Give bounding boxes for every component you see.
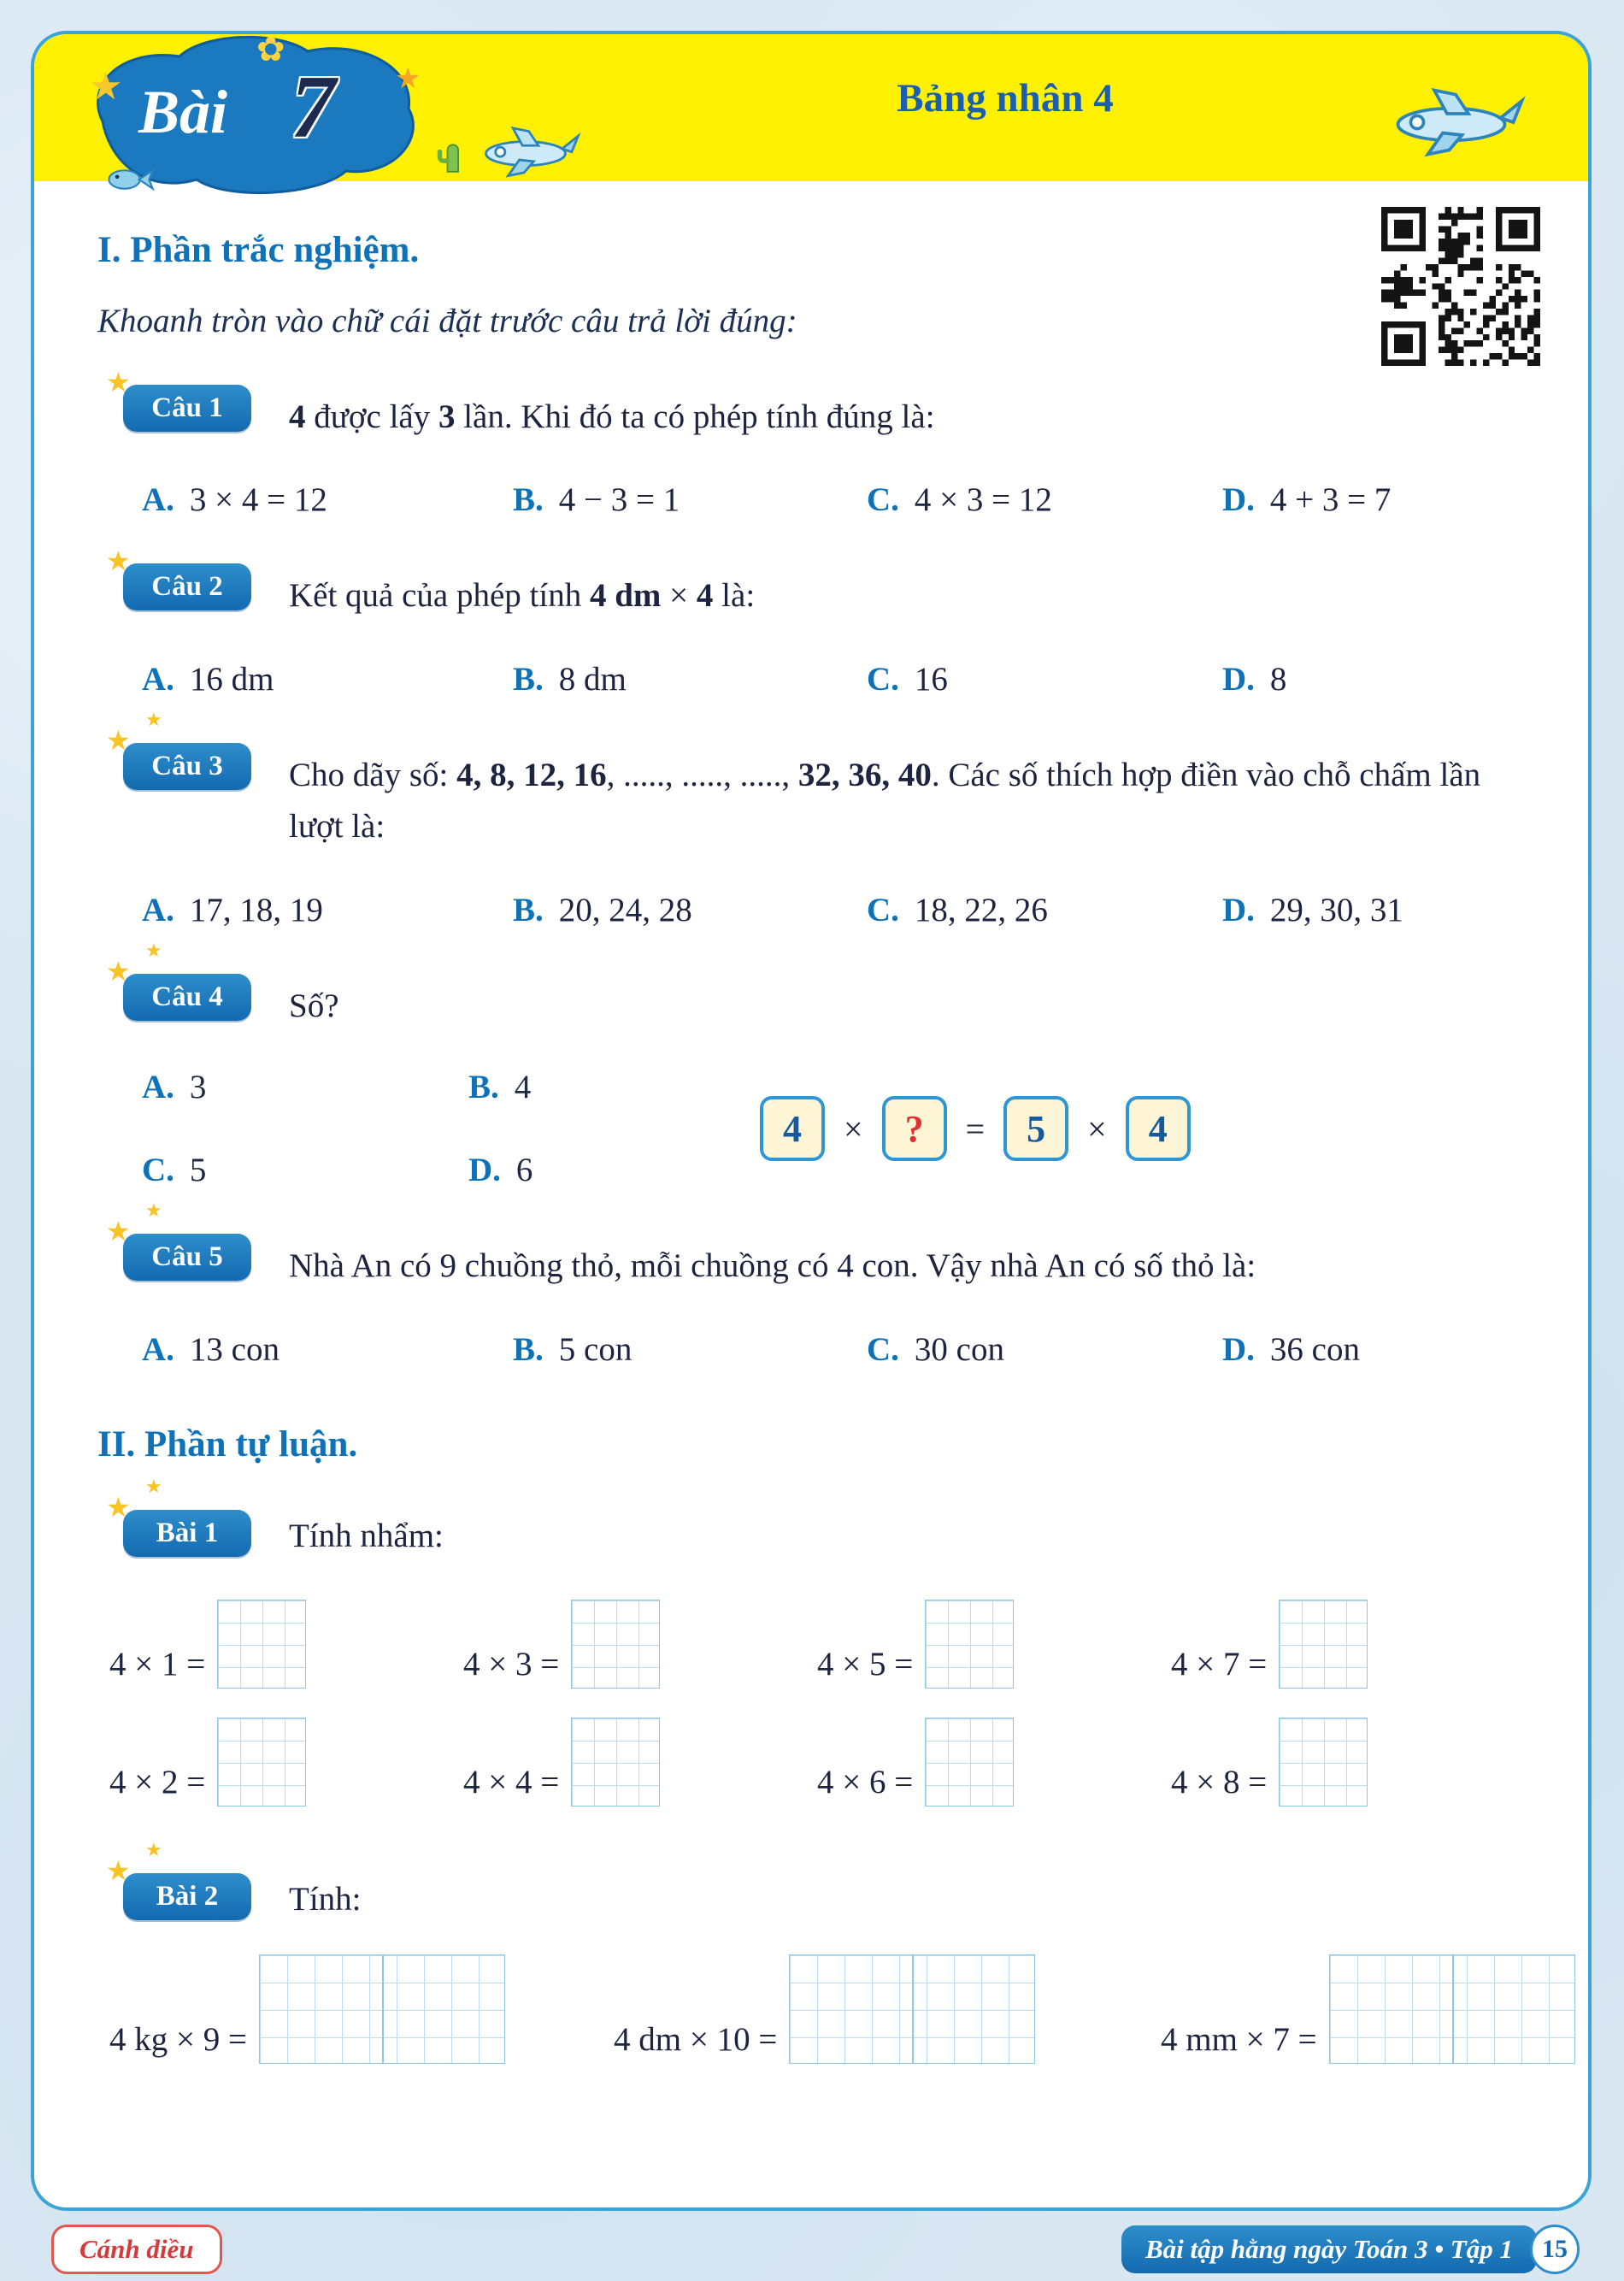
section-1-instruction: Khoanh tròn vào chữ cái đặt trước câu trả lời đúng: xyxy=(97,303,797,339)
question-2-option-d[interactable]: D. 8 xyxy=(1222,660,1287,698)
question-4-option-c[interactable]: C. 5 xyxy=(142,1152,207,1189)
question-4-options xyxy=(97,1068,760,1189)
exercise-1-row-1 xyxy=(97,1600,1525,1689)
question-5-label: Câu 5 xyxy=(151,1241,223,1273)
question-4-option-a[interactable]: A. 3 xyxy=(142,1069,207,1106)
star-icon: ★ xyxy=(106,724,131,756)
equation-box-3: 5 xyxy=(1003,1096,1068,1161)
question-1-option-b[interactable]: B. 4 − 3 = 1 xyxy=(513,481,680,519)
question-2-option-c[interactable]: C. 16 xyxy=(867,660,948,698)
question-2-label: Câu 2 xyxy=(151,571,223,603)
calc-item: 4 mm × 7 = xyxy=(1161,1954,1575,2064)
question-2-option-b[interactable]: B. 8 dm xyxy=(513,660,627,698)
star-icon: ★ xyxy=(145,1475,162,1497)
exercise-2 xyxy=(97,1838,1525,2064)
answer-box[interactable] xyxy=(217,1600,306,1689)
question-5 xyxy=(97,1199,1525,1368)
exercise-2-badge xyxy=(106,1838,251,1920)
star-icon: ★ xyxy=(106,1854,131,1886)
equals-sign: = xyxy=(965,1109,986,1148)
cactus-icon xyxy=(436,135,467,174)
answer-box[interactable] xyxy=(789,1954,1035,2064)
question-1-badge xyxy=(106,367,251,432)
page-title: Bảng nhân 4 xyxy=(897,76,1114,121)
question-4-badge xyxy=(106,939,251,1021)
question-5-text: Nhà An có 9 chuồng thỏ, mỗi chuồng có 4 con. Vậy nhà An có số thỏ là: xyxy=(289,1247,1256,1285)
question-4-option-d[interactable]: D. 6 xyxy=(468,1152,533,1189)
answer-box[interactable] xyxy=(217,1718,306,1807)
question-2-option-a[interactable]: A. 16 dm xyxy=(142,660,274,698)
question-2 xyxy=(97,545,1525,698)
star-icon: ★ xyxy=(106,1216,131,1247)
multiply-sign: × xyxy=(1087,1109,1107,1148)
question-5-option-a[interactable]: A. 13 con xyxy=(142,1330,279,1368)
book-title: Bài tập hằng ngày Toán 3 • Tập 1 xyxy=(1121,2225,1537,2273)
equation-box-1: 4 xyxy=(760,1096,825,1161)
worksheet-content xyxy=(34,181,1588,2064)
exercise-1-label: Bài 1 xyxy=(156,1517,219,1548)
page-number: 15 xyxy=(1530,2225,1580,2274)
star-icon: ★ xyxy=(145,1199,162,1222)
exercise-1-badge xyxy=(106,1475,251,1557)
qr-code xyxy=(1381,207,1540,366)
exercise-2-row xyxy=(97,1954,1525,2064)
section-2-title: II. Phần tự luận. xyxy=(97,1423,358,1465)
question-3 xyxy=(97,708,1525,929)
question-2-text: Kết quả của phép tính 4 dm × 4 là: xyxy=(289,577,756,615)
calc-item: 4 × 6 = xyxy=(817,1718,1171,1807)
star-icon: ★ xyxy=(145,708,162,730)
question-1-option-a[interactable]: A. 3 × 4 = 12 xyxy=(142,481,327,519)
publisher-badge: Cánh diều xyxy=(51,2225,222,2274)
question-1-text: 4 được lấy 3 lần. Khi đó ta có phép tính đúng là: xyxy=(289,398,935,435)
calc-item: 4 × 4 = xyxy=(463,1718,817,1807)
question-2-options xyxy=(97,660,1525,698)
question-3-text: Cho dãy số: 4, 8, 12, 16, ....., ....., ....., 32, 36, 40. Các số thích hợp điền vào chỗ chấm lần lượt là: xyxy=(289,756,1481,846)
multiply-sign: × xyxy=(844,1109,863,1148)
exercise-2-title: Tính: xyxy=(289,1880,362,1918)
flower-icon: ✿ xyxy=(256,31,285,68)
exercise-1 xyxy=(97,1475,1525,1807)
question-2-badge xyxy=(106,545,251,610)
answer-box[interactable] xyxy=(259,1954,505,2064)
question-3-label: Câu 3 xyxy=(151,750,223,781)
section-1-title: I. Phần trắc nghiệm. xyxy=(97,230,420,270)
question-5-option-d[interactable]: D. 36 con xyxy=(1222,1330,1360,1368)
question-4-label: Câu 4 xyxy=(151,981,223,1012)
question-3-options xyxy=(97,891,1525,929)
question-3-option-b[interactable]: B. 20, 24, 28 xyxy=(513,891,692,928)
star-icon: ★ xyxy=(145,1838,162,1860)
question-4 xyxy=(97,939,1525,1189)
question-1-options xyxy=(97,480,1525,519)
calc-item: 4 × 1 = xyxy=(109,1600,463,1689)
exercise-1-row-2 xyxy=(97,1718,1525,1807)
lesson-label: Bài xyxy=(138,78,228,146)
equation-fill-blank xyxy=(760,1096,1191,1161)
star-icon: ★ xyxy=(106,367,131,398)
question-1-option-d[interactable]: D. 4 + 3 = 7 xyxy=(1222,481,1392,519)
question-1-label: Câu 1 xyxy=(151,392,223,423)
calc-item: 4 dm × 10 = xyxy=(614,1954,1161,2064)
question-3-option-d[interactable]: D. 29, 30, 31 xyxy=(1222,891,1403,928)
equation-box-4: 4 xyxy=(1126,1096,1191,1161)
sparkle-icon: ★ xyxy=(395,63,421,95)
airplane-icon xyxy=(470,116,581,181)
question-5-options xyxy=(97,1330,1525,1369)
worksheet-card xyxy=(31,31,1592,2211)
airplane-icon xyxy=(1374,75,1528,161)
calc-item: 4 × 7 = xyxy=(1171,1600,1525,1689)
question-1-option-c[interactable]: C. 4 × 3 = 12 xyxy=(867,481,1052,519)
answer-box[interactable] xyxy=(571,1600,660,1689)
question-1 xyxy=(97,367,1525,519)
answer-box[interactable] xyxy=(1279,1718,1368,1807)
calc-item: 4 × 5 = xyxy=(817,1600,1171,1689)
book-badge xyxy=(1121,2225,1580,2274)
star-icon: ★ xyxy=(106,545,131,577)
calc-item: 4 × 8 = xyxy=(1171,1718,1525,1807)
exercise-2-label: Bài 2 xyxy=(156,1880,219,1912)
calc-item: 4 × 2 = xyxy=(109,1718,463,1807)
calc-item: 4 × 3 = xyxy=(463,1600,817,1689)
answer-box[interactable] xyxy=(925,1718,1014,1807)
question-4-text: Số? xyxy=(289,987,339,1024)
star-icon: ★ xyxy=(106,955,131,987)
star-icon: ★ xyxy=(89,66,123,108)
exercise-1-title: Tính nhẩm: xyxy=(289,1517,444,1554)
equation-unknown-box[interactable]: ? xyxy=(882,1096,947,1161)
answer-box[interactable] xyxy=(1279,1600,1368,1689)
question-4-option-b[interactable]: B. 4 xyxy=(468,1069,532,1106)
calc-item: 4 kg × 9 = xyxy=(109,1954,614,2064)
answer-box[interactable] xyxy=(925,1600,1014,1689)
star-icon: ★ xyxy=(106,1491,131,1523)
question-3-option-c[interactable]: C. 18, 22, 26 xyxy=(867,891,1048,928)
question-5-option-c[interactable]: C. 30 con xyxy=(867,1330,1004,1368)
question-3-option-a[interactable]: A. 17, 18, 19 xyxy=(142,891,323,928)
page-footer xyxy=(32,2225,1592,2274)
lesson-number: 7 xyxy=(291,56,336,156)
page-header xyxy=(34,31,1588,181)
answer-box[interactable] xyxy=(1329,1954,1575,2064)
question-3-badge xyxy=(106,708,251,790)
star-icon: ★ xyxy=(145,939,162,961)
question-5-option-b[interactable]: B. 5 con xyxy=(513,1330,633,1368)
answer-box[interactable] xyxy=(571,1718,660,1807)
question-5-badge xyxy=(106,1199,251,1281)
